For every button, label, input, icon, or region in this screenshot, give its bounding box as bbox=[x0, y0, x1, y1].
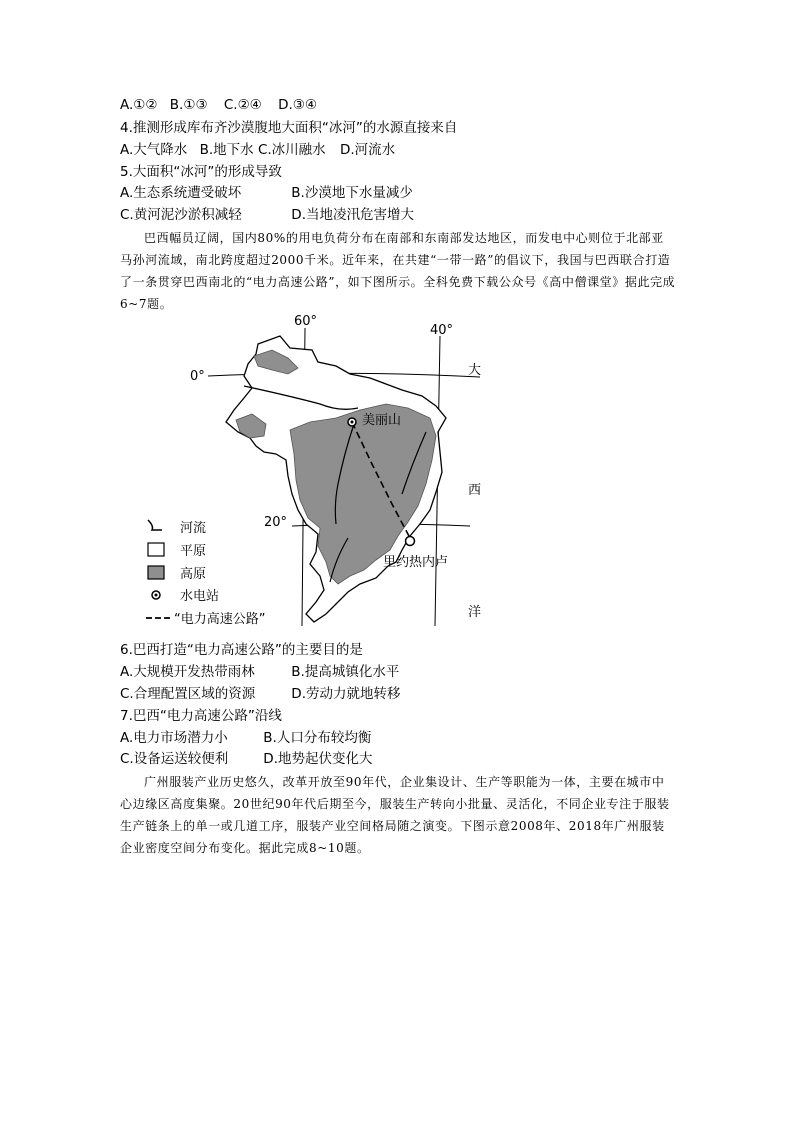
passage-guangzhou bbox=[120, 771, 676, 859]
legend-river-label: 河流 bbox=[180, 521, 207, 536]
q6-options-row1 bbox=[120, 663, 399, 681]
passage-guangzhou-text: 广州服装产业历史悠久，改革开放至90年代，企业集设计、生产等职能为一体，主要在城市中心边缘区高度集聚。20世纪90年代后期至今，服装生产转向小批量、灵活化，不同企业专注于服装生产链条上的单一或几道工序，服装产业空间格局随之演变。下图示意2008年、2018年广州服装企业密度空间分布变化。据此完成8~10题。 bbox=[120, 775, 670, 855]
q4-stem: 4.推测形成库布齐沙漠腹地大面积“冰河”的水源直接来自 bbox=[120, 120, 458, 136]
lon-60-label: 60° bbox=[294, 314, 318, 329]
map-legend bbox=[146, 520, 265, 626]
q5-option-d: D.当地凌汛危害增大 bbox=[291, 207, 414, 223]
legend-plateau-swatch bbox=[148, 566, 164, 579]
lat-20-label: 20° bbox=[264, 515, 288, 530]
q7-option-d: D.地势起伏变化大 bbox=[263, 751, 373, 767]
city-label: 里约热内卢 bbox=[383, 555, 449, 570]
q3-option-b: B.①③ bbox=[169, 97, 208, 113]
legend-plain-swatch bbox=[148, 543, 164, 556]
q3-option-a: A.①② bbox=[120, 97, 158, 113]
q6-option-a: A.大规模开发热带雨林 bbox=[120, 664, 255, 680]
q7-option-b: B.人口分布较均衡 bbox=[263, 730, 372, 746]
legend-station-icon bbox=[152, 591, 160, 599]
q4-option-c: C.冰川融水 bbox=[257, 142, 326, 158]
lat-0-label: 0° bbox=[190, 369, 205, 384]
passage-brazil-text: 巴西幅员辽阔，国内80%的用电负荷分布在南部和东南部发达地区，而发电中心则位于北部亚马孙河流域，南北跨度超过2000千米。近年来，在共建“一带一路”的倡议下，我国与巴西联合打造了一条贯穿巴西南北的“电力高速公路”，如下图所示。全科免费下载公众号《高中僧课堂》据此完成6~7题。 bbox=[120, 231, 676, 311]
q5-options-row2 bbox=[120, 206, 414, 224]
ocean-label-1: 大 bbox=[468, 363, 482, 378]
q4-option-b: B.地下水 bbox=[199, 142, 254, 158]
q7-option-a: A.电力市场潜力小 bbox=[120, 730, 228, 746]
lon-40-label: 40° bbox=[430, 323, 454, 338]
q7-option-c: C.设备运送较便利 bbox=[120, 751, 229, 767]
q6-option-d: D.劳动力就地转移 bbox=[291, 686, 401, 702]
legend-station-label: 水电站 bbox=[180, 589, 220, 604]
brazil-map bbox=[140, 314, 490, 626]
q5-options-row1 bbox=[120, 184, 413, 202]
hydropower-station-icon bbox=[348, 418, 356, 426]
legend-plain-label: 平原 bbox=[180, 544, 207, 559]
q5-stem: 5.大面积“冰河”的形成导致 bbox=[120, 164, 282, 180]
legend-plateau-label: 高原 bbox=[180, 567, 207, 582]
q5-option-b: B.沙漠地下水量减少 bbox=[291, 185, 413, 201]
q6-option-c: C.合理配置区域的资源 bbox=[120, 686, 256, 702]
legend-river-icon bbox=[148, 520, 162, 530]
q7-stem: 7.巴西“电力高速公路”沿线 bbox=[120, 708, 282, 724]
ocean-label-3: 洋 bbox=[468, 605, 482, 620]
q5-option-c: C.黄河泥沙淤积减轻 bbox=[120, 207, 242, 223]
legend-highway-label: “电力高速公路” bbox=[174, 612, 266, 626]
q6-option-b: B.提高城镇化水平 bbox=[291, 664, 400, 680]
q4-option-a: A.大气降水 bbox=[120, 142, 188, 158]
q6-options-row2 bbox=[120, 685, 400, 703]
q4-option-d: D.河流水 bbox=[339, 142, 396, 158]
q5-option-a: A.生态系统遭受破坏 bbox=[120, 185, 242, 201]
rio-city-marker bbox=[406, 537, 415, 546]
q4-options bbox=[120, 141, 395, 159]
ocean-label-2: 西 bbox=[468, 483, 482, 498]
q7-options-row2 bbox=[120, 750, 372, 768]
q3-options bbox=[120, 96, 317, 114]
q7-options-row1 bbox=[120, 729, 371, 747]
station-label: 美丽山 bbox=[362, 413, 402, 428]
q3-option-c: C.②④ bbox=[223, 97, 262, 113]
q3-option-d: D.③④ bbox=[278, 97, 317, 113]
q6-stem: 6.巴西打造“电力高速公路”的主要目的是 bbox=[120, 642, 363, 658]
passage-brazil bbox=[120, 227, 676, 315]
